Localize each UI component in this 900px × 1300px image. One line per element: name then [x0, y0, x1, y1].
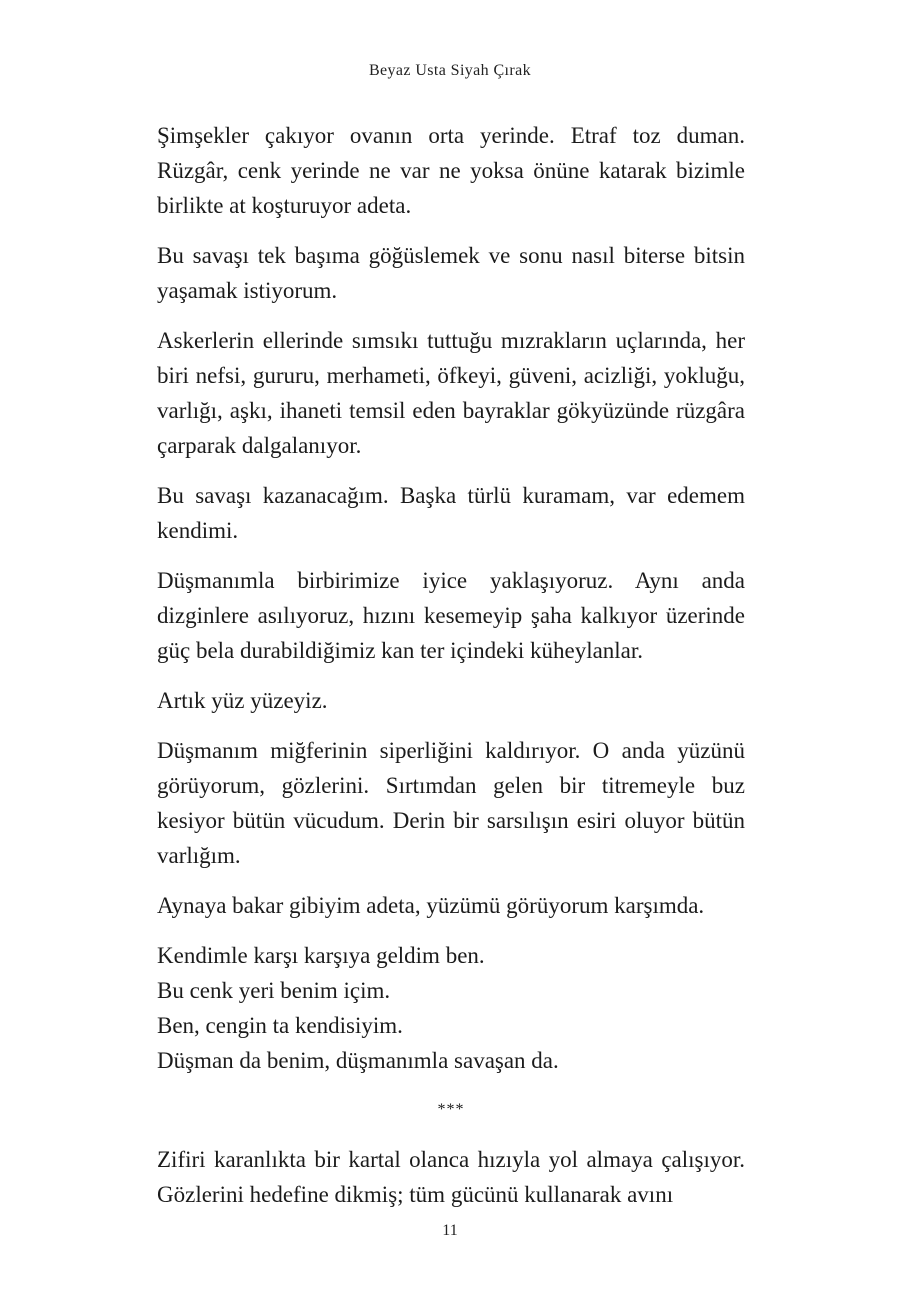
verse-line: Ben, cengin ta kendisiyim.	[157, 1013, 403, 1038]
verse-line: Kendimle karşı karşıya geldim ben.	[157, 943, 485, 968]
running-header	[0, 62, 900, 80]
verse-line: Bu cenk yeri benim içim.	[157, 978, 391, 1003]
paragraph: Şimşekler çakıyor ovanın orta yerinde. Etraf toz duman. Rüzgâr, cenk yerinde ne var ne yoksa önüne katarak bizimle birlikte at koşturuyor adeta.	[157, 123, 745, 218]
paragraph: Düşmanım miğferinin siperliğini kaldırıyor. O anda yüzünü görüyorum, gözlerini. Sırtımdan gelen bir titremeyle buz kesiyor bütün vücudum. Derin bir sarsılışın esiri oluyor bütün varlığım.	[157, 738, 745, 868]
paragraph: Aynaya bakar gibiyim adeta, yüzümü görüyorum karşımda.	[157, 893, 705, 918]
paragraph: Askerlerin ellerinde sımsıkı tuttuğu mızrakların uçlarında, her biri nefsi, gururu, merhameti, öfkeyi, güveni, acizliği, yokluğu, varlığı, aşkı, ihaneti temsil eden bayraklar gökyüzünde rüzgâra çarparak dalgalanıyor.	[157, 328, 745, 458]
paragraph: Bu savaşı kazanacağım. Başka türlü kuramam, var edemem kendimi.	[157, 483, 745, 543]
paragraph: Bu savaşı tek başıma göğüslemek ve sonu nasıl biterse bitsin yaşamak istiyorum.	[157, 243, 745, 303]
section-separator: ***	[437, 1101, 465, 1118]
paragraph: Artık yüz yüzeyiz.	[157, 688, 328, 713]
paragraph: Zifiri karanlıkta bir kartal olanca hızıyla yol almaya çalışıyor. Gözlerini hedefine dikmiş; tüm gücünü kullanarak avını	[157, 1147, 745, 1207]
page-number: 11	[442, 1222, 458, 1239]
paragraph: Düşmanımla birbirimize iyice yaklaşıyoruz. Aynı anda dizginlere asılıyoruz, hızını kesemeyip şaha kalkıyor üzerinde güç bela durabildiğimiz kan ter içindeki küheylanlar.	[157, 568, 745, 663]
verse-block	[157, 938, 745, 1078]
book-title: Beyaz Usta Siyah Çırak	[368, 62, 532, 79]
page-body	[157, 118, 745, 1227]
verse-line: Düşman da benim, düşmanımla savaşan da.	[157, 1048, 559, 1073]
